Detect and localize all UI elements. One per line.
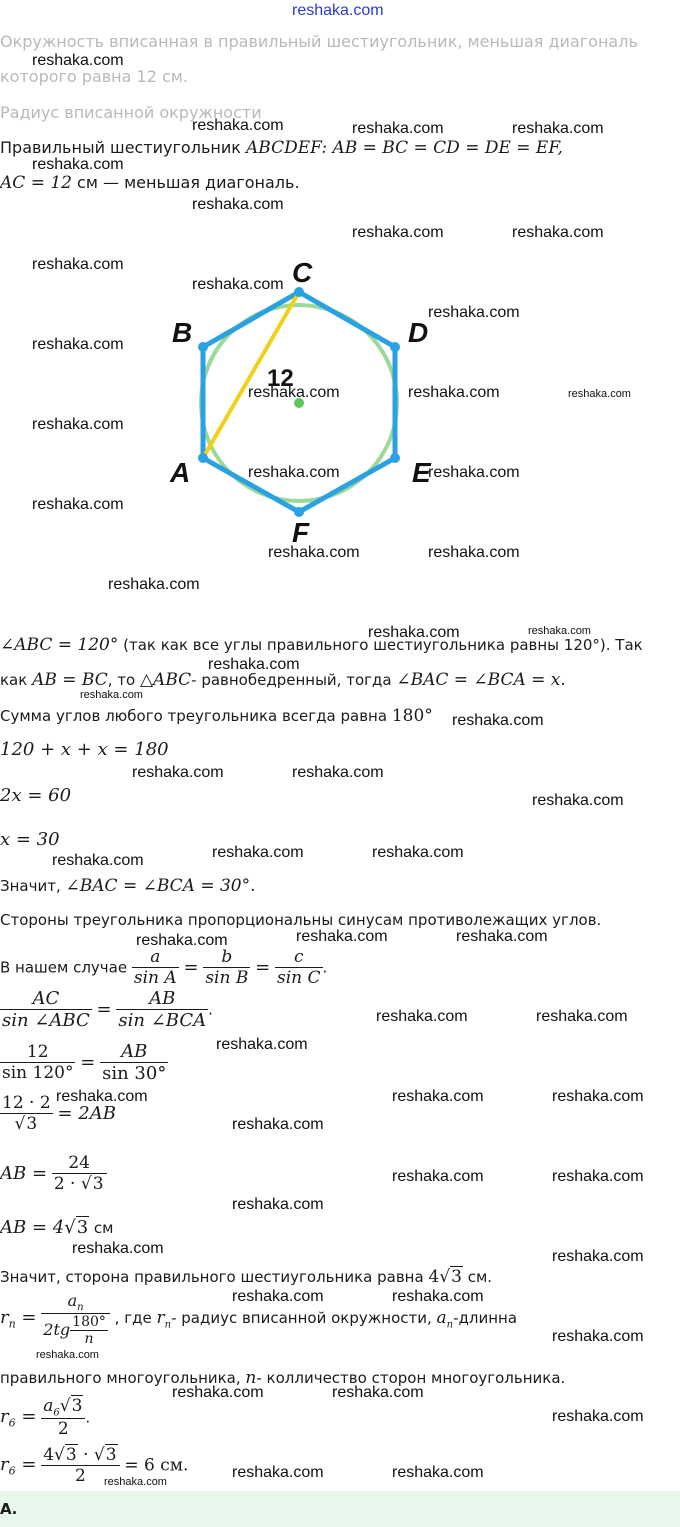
label-e: E	[412, 457, 431, 488]
watermark: reshaka.com	[392, 1288, 484, 1305]
solution-line-1: Правильный шестиугольник ABCDEF: AB = BC = CD = DE = EF,	[0, 138, 563, 158]
watermark: reshaka.com	[568, 388, 631, 400]
vertex-d	[390, 342, 400, 352]
watermark: reshaka.com	[552, 1248, 644, 1265]
watermark: reshaka.com	[108, 576, 200, 593]
watermark: reshaka.com	[52, 852, 144, 869]
radius-formula: $r_n$ = $a_n$ 2tg $\frac{180^\circ}{n}$ , где $r_n-$ радиус вписанной окружности, $a_n$-длинна	[0, 1291, 518, 1348]
label-diagonal-length: 12	[267, 365, 294, 392]
watermark: reshaka.com	[392, 1464, 484, 1481]
watermark: reshaka.com	[232, 1196, 324, 1213]
answer-bar	[0, 1491, 680, 1527]
isosceles-line: как AB = BC, то △ABC- равнобедренный, тогда ∠BAC = ∠BCA = x.	[0, 670, 566, 690]
watermark: reshaka.com	[208, 656, 300, 673]
equation-2: 2x = 60	[0, 785, 72, 806]
watermark: reshaka.com	[528, 625, 591, 637]
watermark: reshaka.com	[268, 544, 360, 561]
watermark: reshaka.com	[352, 120, 444, 137]
watermark: reshaka.com	[456, 928, 548, 945]
watermark: reshaka.com	[192, 276, 284, 293]
ab-result: AB = 4√3 см	[0, 1217, 114, 1238]
watermark: reshaka.com	[408, 384, 500, 401]
watermark: reshaka.com	[72, 1240, 164, 1257]
watermark: reshaka.com	[536, 1008, 628, 1025]
watermark: reshaka.com	[32, 52, 124, 69]
condition-line-1: Окружность вписанная в правильный шестиугольник, меньшая диагональ	[0, 32, 638, 51]
watermark: reshaka.com	[352, 224, 444, 241]
watermark: reshaka.com	[332, 1384, 424, 1401]
watermark: reshaka.com	[232, 1288, 324, 1305]
watermark: reshaka.com	[192, 117, 284, 134]
watermark: reshaka.com	[296, 928, 388, 945]
watermark: reshaka.com	[552, 1088, 644, 1105]
angle-sum-line: Сумма углов любого треугольника всегда равна 180°	[0, 706, 433, 726]
watermark: reshaka.com	[392, 1168, 484, 1185]
watermark: reshaka.com	[232, 1464, 324, 1481]
angle-line: ∠ABC = 120° (так как все углы правильного шестиугольника равны 120°). Так	[0, 635, 643, 655]
answer-text: А.	[0, 1500, 18, 1518]
vertex-f	[294, 507, 304, 517]
watermark: reshaka.com	[32, 256, 124, 273]
watermark: reshaka.com	[428, 544, 520, 561]
vertex-c	[294, 287, 304, 297]
label-a: A	[170, 457, 191, 488]
label-d: D	[408, 317, 429, 348]
label-b: B	[172, 317, 193, 348]
watermark: reshaka.com	[192, 196, 284, 213]
watermark: reshaka.com	[372, 844, 464, 861]
site-link[interactable]: reshaka.com	[292, 2, 384, 19]
equation-1: 120 + x + x = 180	[0, 739, 169, 760]
watermark: reshaka.com	[368, 624, 460, 641]
watermark: reshaka.com	[292, 764, 384, 781]
law-case-line: В нашем случае $\frac{a}{\text{sin A}}$ = $\frac{b}{\text{sin B}}$ = $\frac{c}{\text{sin C}}$ .	[0, 947, 328, 988]
solution-line-2: AC = 12 см — меньшая диагональ.	[0, 173, 300, 193]
equation-3: x = 30	[0, 829, 60, 850]
ab-fraction: AB = $\frac{24}{2 \cdot √3}$	[0, 1153, 107, 1194]
law-of-sines-text: Стороны треугольника пропорциональны синусам противолежащих углов.	[0, 911, 602, 929]
watermark: reshaka.com	[32, 336, 124, 353]
watermark: reshaka.com	[56, 1088, 148, 1105]
r6-result: $r_6$ = $\frac{4√3 \cdot √3}{2}$ = 6 см.	[0, 1445, 189, 1486]
condition-line-2: которого равна 12 см.	[0, 67, 188, 86]
watermark: reshaka.com	[428, 464, 520, 481]
watermark: reshaka.com	[552, 1408, 644, 1425]
vertex-e	[390, 453, 400, 463]
watermark: reshaka.com	[232, 1116, 324, 1133]
watermark: reshaka.com	[532, 792, 624, 809]
vertex-b	[198, 342, 208, 352]
watermark: reshaka.com	[376, 1008, 468, 1025]
angle-conclusion: Значит, ∠BAC = ∠BCA = 30°.	[0, 876, 256, 896]
watermark: reshaka.com	[212, 844, 304, 861]
watermark: reshaka.com	[552, 1168, 644, 1185]
watermark: reshaka.com	[248, 384, 340, 401]
question-text: Радиус вписанной окружности	[0, 103, 262, 122]
sines-ratio-3: $\frac{12 \cdot 2}{√3}$ = 2AB	[2, 1093, 116, 1134]
watermark: reshaka.com	[428, 304, 520, 321]
r6-formula: $r_6$ = $\frac{a_6√3}{2}$ .	[0, 1396, 91, 1440]
watermark: reshaka.com	[132, 764, 224, 781]
watermark: reshaka.com	[172, 1384, 264, 1401]
watermark: reshaka.com	[80, 689, 143, 701]
vertex-a	[198, 453, 208, 463]
polygon-line: правильного многоугольника, n- колличество сторон многоугольника.	[0, 1368, 566, 1388]
sines-ratio-2: $\frac{12}{\sin 120^\circ}$ = $\frac{AB}{\sin 30^\circ}$	[2, 1041, 167, 1084]
label-c: C	[292, 257, 313, 288]
watermark: reshaka.com	[216, 1036, 308, 1053]
label-f: F	[292, 517, 310, 548]
watermark: reshaka.com	[32, 416, 124, 433]
watermark: reshaka.com	[512, 224, 604, 241]
watermark: reshaka.com	[136, 932, 228, 949]
watermark: reshaka.com	[32, 496, 124, 513]
watermark: reshaka.com	[104, 1476, 167, 1488]
sines-ratio-1: $\frac{AC}{\text{sin ∠ABC}}$ = $\frac{AB}{\text{sin ∠BCA}}$ .	[2, 988, 213, 1031]
watermark: reshaka.com	[32, 156, 124, 173]
watermark: reshaka.com	[36, 1349, 99, 1361]
watermark: reshaka.com	[248, 464, 340, 481]
watermark: reshaka.com	[552, 1328, 644, 1345]
watermark: reshaka.com	[392, 1088, 484, 1105]
side-conclusion: Значит, сторона правильного шестиугольника равна 4√3 см.	[0, 1267, 493, 1287]
watermark: reshaka.com	[512, 120, 604, 137]
watermark: reshaka.com	[452, 712, 544, 729]
